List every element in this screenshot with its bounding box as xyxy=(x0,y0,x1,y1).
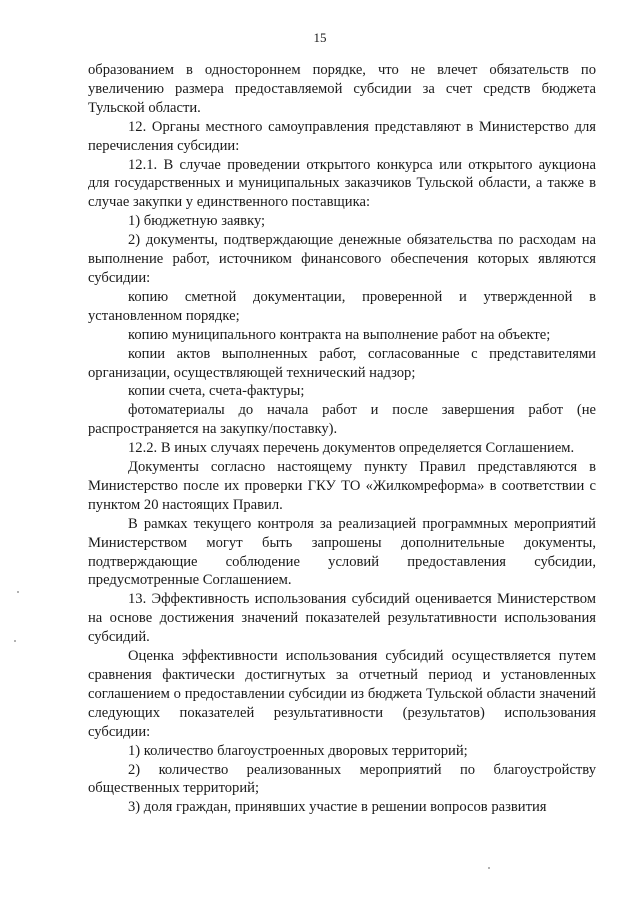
paragraph: 1) бюджетную заявку; xyxy=(128,213,266,230)
scan-speck xyxy=(488,867,490,869)
paragraph: фотоматериалы до начала работ и после завершения работ (не распространяется на закупку/поставку). xyxy=(88,402,596,438)
document-body xyxy=(88,61,596,817)
paragraph: копии актов выполненных работ, согласованные с представителями организации, осуществляющей технический надзор; xyxy=(88,345,596,381)
scan-speck xyxy=(14,640,16,642)
paragraph: 1) количество благоустроенных дворовых территорий; xyxy=(128,742,468,759)
paragraph: Документы согласно настоящему пункту Правил представляются в Министерство после их проверки ГКУ ТО «Жилкомреформа» в соответствии с пунктом 20 настоящих Правил. xyxy=(88,459,596,513)
paragraph: 12. Органы местного самоуправления представляют в Министерство для перечисления субсидии: xyxy=(88,118,596,154)
paragraph: образованием в одностороннем порядке, что не влечет обязательств по увеличению размера предоставляемой субсидии за счет средств бюджета Тульской области. xyxy=(88,62,596,116)
scan-speck xyxy=(17,591,19,593)
paragraph: 12.1. В случае проведении открытого конкурса или открытого аукциона для государственных и муниципальных заказчиков Тульской области, а также в случае закупки у единственного поставщика: xyxy=(88,156,596,211)
paragraph: В рамках текущего контроля за реализацией программных мероприятий Министерством могут быть запрошены дополнительные документы, подтверждающие соблюдение условий предоставления субсидии, предусмотренные Соглашением. xyxy=(88,515,596,589)
paragraph: копию сметной документации, проверенной и утвержденной в установленном порядке; xyxy=(88,288,596,324)
paragraph: Оценка эффективности использования субсидий осуществляется путем сравнения фактически достигнутых за отчетный период и установленных соглашением о предоставлении субсидии из бюджета Тульской области значений следующих показателей результативности (результатов) использования субсидии: xyxy=(88,648,596,740)
paragraph: 13. Эффективность использования субсидий оценивается Министерством на основе достижения значений показателей результативности использования субсидий. xyxy=(88,591,596,646)
paragraph: 2) количество реализованных мероприятий по благоустройству общественных территорий; xyxy=(88,761,596,797)
paragraph: 3) доля граждан, принявших участие в решении вопросов развития xyxy=(128,799,547,816)
paragraph: 2) документы, подтверждающие денежные обязательства по расходам на выполнение работ, источником финансового обеспечения которых являются субсидии: xyxy=(88,232,596,286)
page-number: 15 xyxy=(313,30,327,45)
paragraph: 12.2. В иных случаях перечень документов определяется Соглашением. xyxy=(128,440,575,457)
paragraph: копии счета, счета-фактуры; xyxy=(128,383,305,400)
paragraph: копию муниципального контракта на выполнение работ на объекте; xyxy=(128,326,551,343)
